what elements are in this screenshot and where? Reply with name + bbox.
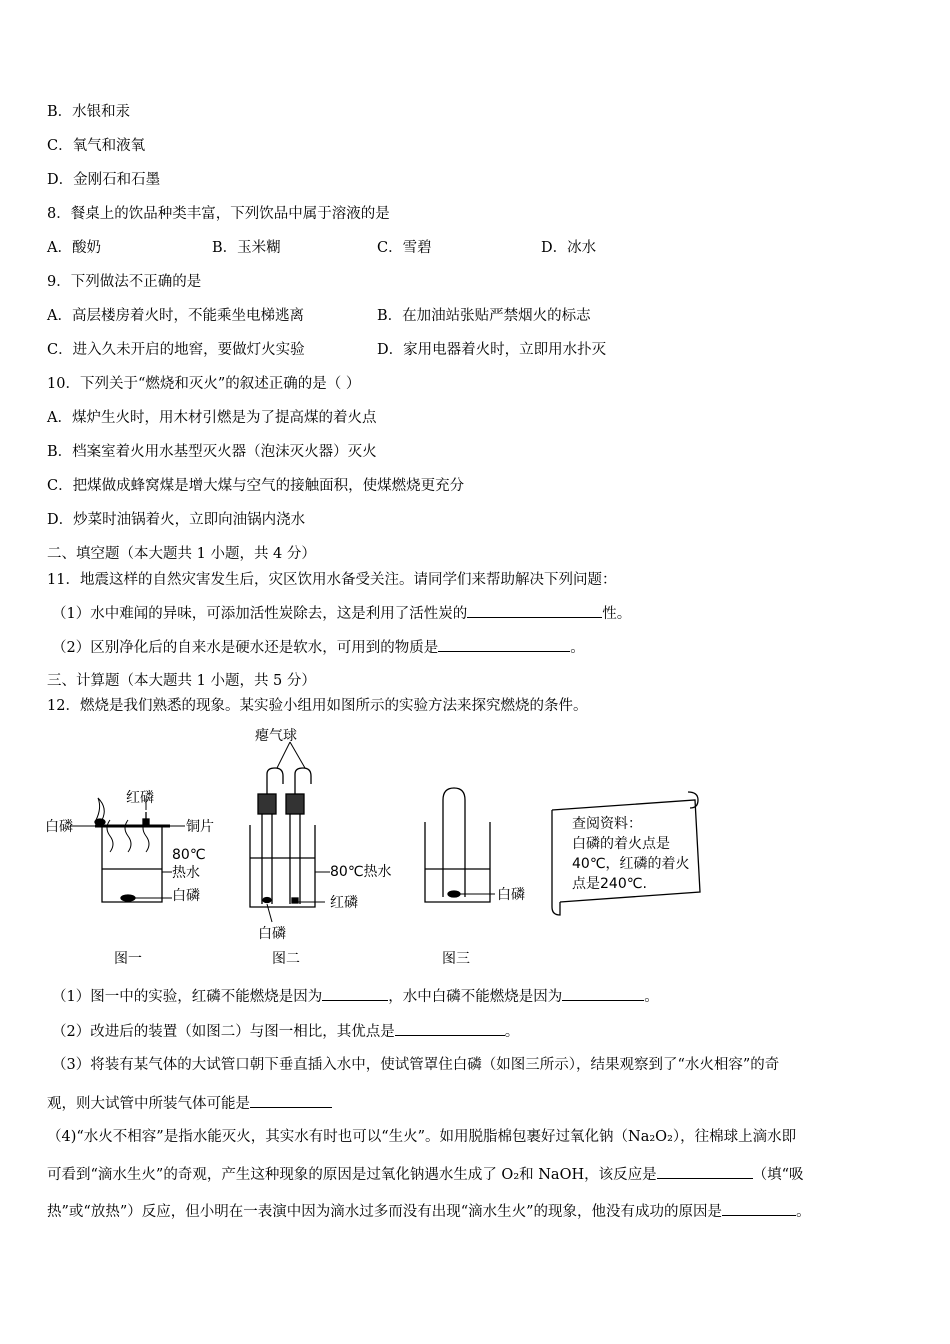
flame-icon bbox=[96, 798, 104, 820]
caption-figure-three: 图三 bbox=[442, 951, 470, 967]
q8-option-c: C．雪碧 bbox=[377, 240, 432, 256]
q12-part4-cont-tail: （填“吸 bbox=[752, 1167, 804, 1183]
answer-blank[interactable] bbox=[562, 986, 644, 1001]
red-phosphorus-tube bbox=[292, 898, 298, 903]
q9-option-b: B．在加油站张贴严禁烟火的标志 bbox=[377, 308, 591, 324]
balloon-left bbox=[267, 768, 283, 794]
caption-figure-one: 图一 bbox=[114, 951, 142, 967]
q12-stem: 12．燃烧是我们熟悉的现象。某实验小组用如图所示的实验方法来探究燃烧的条件。 bbox=[47, 698, 588, 714]
q12-part4-end-tail: 。 bbox=[796, 1204, 811, 1220]
q11-part2-text: （2）区别净化后的自来水是硬水还是软水，可用到的物质是 bbox=[52, 640, 439, 656]
answer-blank[interactable] bbox=[722, 1201, 796, 1216]
q10-option-c: C．把煤做成蜂窝煤是增大煤与空气的接触面积，使煤燃烧更充分 bbox=[47, 478, 465, 494]
figure-two bbox=[250, 742, 330, 922]
q10-option-a: A．煤炉生火时，用木材引燃是为了提高煤的着火点 bbox=[47, 410, 377, 426]
caption-figure-two: 图二 bbox=[272, 951, 300, 967]
q11-part2-tail: 。 bbox=[570, 640, 585, 656]
q12-part1-tail: 。 bbox=[644, 989, 659, 1005]
label-80c-hot-water: 80℃热水 bbox=[330, 864, 392, 880]
answer-blank[interactable] bbox=[395, 1021, 505, 1036]
q7-option-c: C．氧气和液氧 bbox=[47, 138, 146, 154]
balloon-right bbox=[295, 768, 311, 794]
test-tubes bbox=[262, 814, 300, 904]
q12-part1-text: （1）图一中的实验，红磷不能燃烧是因为 bbox=[52, 989, 323, 1005]
q10-stem: 10．下列关于“燃烧和灭火”的叙述正确的是（ ） bbox=[47, 376, 361, 392]
q12-part4-cont-text: 可看到“滴水生火”的奇观，产生这种现象的原因是过氧化钠遇水生成了 O₂和 NaOH，该反应是 bbox=[47, 1167, 657, 1183]
q12-part4-end-text: 热”或“放热”）反应，但小明在一表演中因为滴水过多而没有出现“滴水生火”的现象，他没有成功的原因是 bbox=[47, 1204, 723, 1220]
q12-part4-end bbox=[47, 1201, 811, 1222]
label-white-phosphorus: 白磷 bbox=[45, 819, 73, 835]
q10-option-d: D．炒菜时油锅着火，立即向油锅内浇水 bbox=[47, 512, 306, 528]
label-red-phosphorus-2: 红磷 bbox=[330, 895, 358, 911]
answer-blank[interactable] bbox=[438, 637, 570, 652]
figure-three bbox=[425, 788, 495, 902]
white-phosphorus-underwater bbox=[121, 895, 135, 901]
q11-part1-text: （1）水中难闻的异味，可添加活性炭除去，这是利用了活性炭的 bbox=[52, 606, 468, 622]
q10-option-b: B．档案室着火用水基型灭火器（泡沫灭火器）灭火 bbox=[47, 444, 377, 460]
white-phosphorus-three bbox=[448, 891, 460, 897]
q12-part1-mid: ，水中白磷不能燃烧是因为 bbox=[388, 989, 563, 1005]
label-balloon: 瘪气球 bbox=[255, 728, 297, 744]
label-80c: 80℃ bbox=[172, 847, 206, 863]
white-phosphorus-dot bbox=[95, 819, 105, 825]
q9-row2 bbox=[47, 340, 667, 360]
q12-part2-text: （2）改进后的装置（如图二）与图一相比，其优点是 bbox=[52, 1024, 395, 1040]
q7-option-b: B．水银和汞 bbox=[47, 104, 131, 120]
q12-part3-cont-text: 观，则大试管中所装气体可能是 bbox=[47, 1096, 250, 1112]
q9-option-c: C．进入久未开启的地窖，要做灯火实验 bbox=[47, 342, 305, 358]
beaker-two bbox=[250, 825, 315, 907]
q8-option-b: B．玉米糊 bbox=[212, 240, 281, 256]
q12-part2-tail: 。 bbox=[504, 1024, 520, 1040]
label-white-phosphorus-water: 白磷 bbox=[172, 888, 200, 904]
note-line-2: 白磷的着火点是 bbox=[572, 836, 670, 852]
q12-part4: （4)“水火不相容”是指水能灭火，其实水有时也可以“生火”。如用脱脂棉包裹好过氧化钠（Na₂O₂），往棉球上滴水即 bbox=[47, 1129, 797, 1145]
q12-part3: （3）将装有某气体的大试管口朝下垂直插入水中，使试管罩住白磷（如图三所示），结果观察到了“水火相容”的奇 bbox=[52, 1057, 780, 1073]
label-red-phosphorus: 红磷 bbox=[126, 790, 154, 806]
q12-part3-cont bbox=[47, 1093, 332, 1114]
q8-option-d: D．冰水 bbox=[541, 240, 597, 256]
q8-options bbox=[47, 238, 667, 258]
q9-option-a: A．高层楼房着火时，不能乘坐电梯逃离 bbox=[47, 308, 304, 324]
q12-part2 bbox=[52, 1021, 519, 1042]
q11-part2 bbox=[52, 637, 585, 658]
q11-stem: 11．地震这样的自然灾害发生后，灾区饮用水备受关注。请同学们来帮助解决下列问题： bbox=[47, 572, 617, 588]
figure-one bbox=[70, 798, 185, 902]
q9-stem: 9．下列做法不正确的是 bbox=[47, 274, 202, 290]
note-line-1: 查阅资料： bbox=[572, 816, 642, 832]
white-phosphorus-tube bbox=[263, 898, 271, 903]
note-line-4: 点是240℃. bbox=[572, 876, 647, 892]
inverted-test-tube bbox=[443, 788, 465, 897]
section-fill-in: 二、填空题（本大题共 1 小题，共 4 分） bbox=[47, 546, 316, 562]
label-white-phosphorus-3: 白磷 bbox=[497, 887, 525, 903]
experiment-figure bbox=[40, 722, 720, 977]
answer-blank[interactable] bbox=[250, 1093, 332, 1108]
q11-part1-tail: 性。 bbox=[602, 606, 632, 622]
answer-blank[interactable] bbox=[467, 603, 602, 618]
q9-option-d: D．家用电器着火时，立即用水扑灭 bbox=[377, 342, 607, 358]
q12-part4-cont bbox=[47, 1164, 804, 1185]
stopper-right bbox=[286, 794, 304, 814]
beaker-three bbox=[425, 822, 490, 902]
answer-blank[interactable] bbox=[322, 986, 388, 1001]
reference-scroll bbox=[552, 792, 700, 915]
q12-part1 bbox=[52, 986, 659, 1007]
section-calc: 三、计算题（本大题共 1 小题，共 5 分） bbox=[47, 673, 316, 689]
red-phosphorus-dot bbox=[143, 819, 149, 825]
q8-option-a: A．酸奶 bbox=[47, 240, 101, 256]
stopper-left bbox=[258, 794, 276, 814]
note-line-3: 40℃，红磷的着火 bbox=[572, 856, 690, 872]
q8-stem: 8．餐桌上的饮品种类丰富，下列饮品中属于溶液的是 bbox=[47, 206, 390, 222]
label-hot-water: 热水 bbox=[172, 865, 200, 881]
q9-row1 bbox=[47, 306, 667, 326]
answer-blank[interactable] bbox=[657, 1164, 753, 1179]
q11-part1 bbox=[52, 603, 631, 624]
q7-option-d: D．金刚石和石墨 bbox=[47, 172, 161, 188]
label-copper: 铜片 bbox=[186, 819, 214, 835]
label-white-phosphorus-2: 白磷 bbox=[258, 926, 286, 942]
